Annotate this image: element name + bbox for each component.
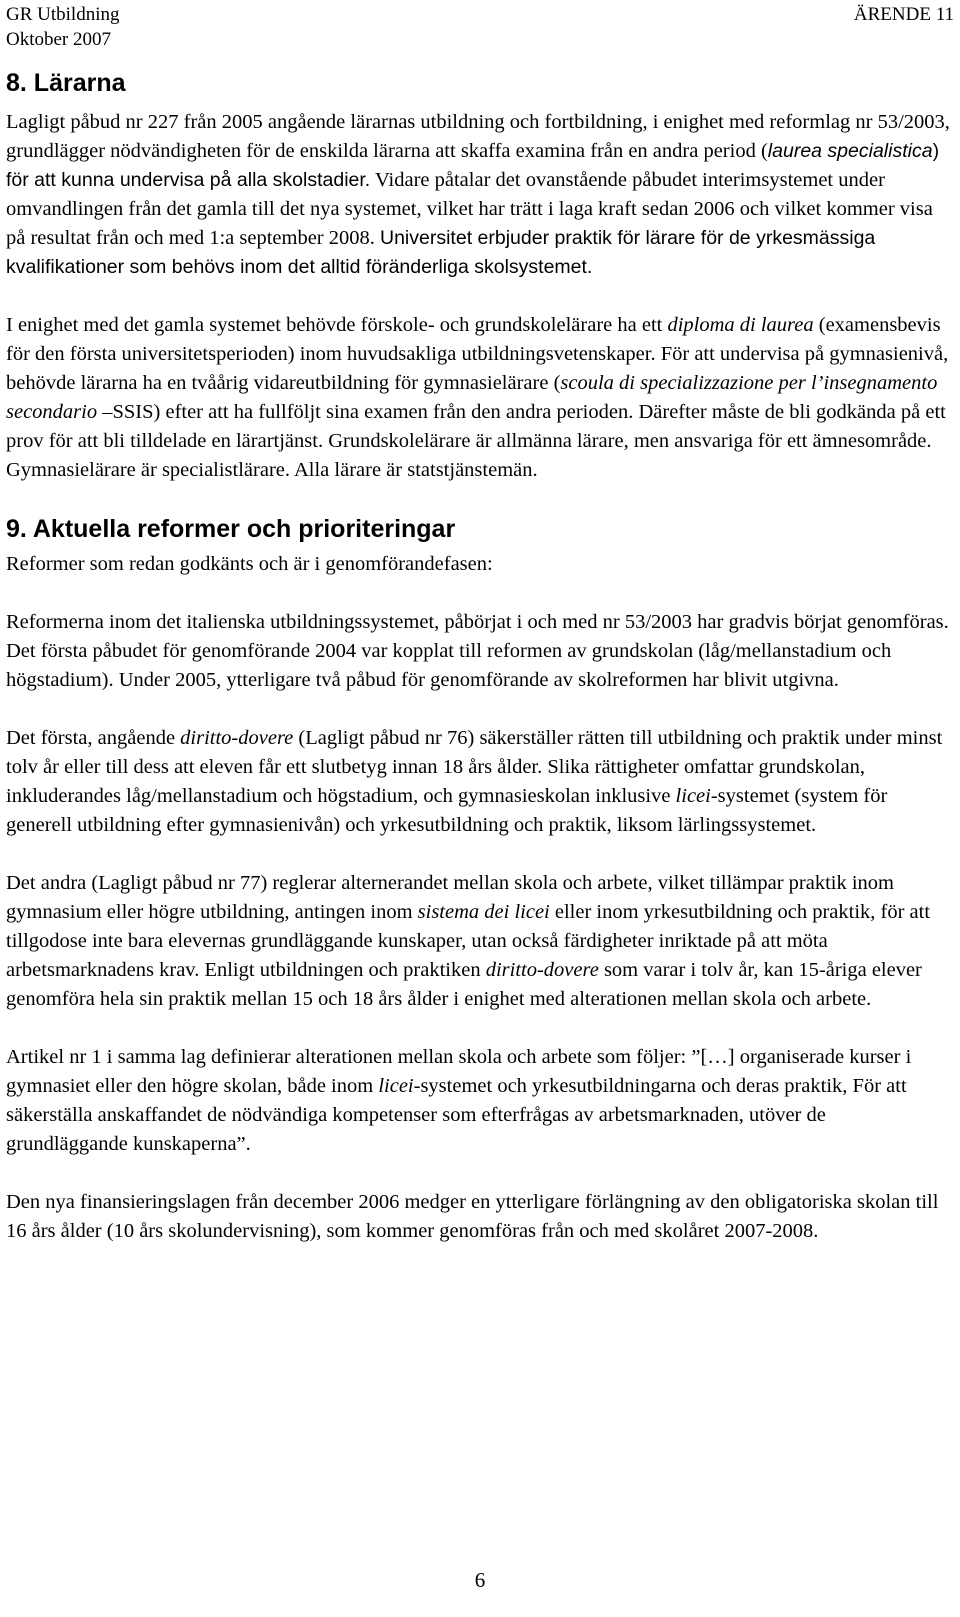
italic-term: scoula di specializzazione per l’insegnamento secondario <box>6 372 938 423</box>
header-item: ÄRENDE 11 <box>853 4 954 25</box>
header-date: Oktober 2007 <box>6 29 112 50</box>
text-run: Universitet erbjuder praktik för lärare för de yrkesmässiga kvalifikationer som behövs inom det alltid föränderliga skolsystemet. <box>6 227 876 278</box>
section-9-paragraph-3 <box>6 869 950 1014</box>
italic-term: laurea specialistica <box>767 140 933 162</box>
text-run: eller inom yrkesutbildning och praktik, för att tillgodose inte bara elevernas grundläggande kunskaper, utan också färdigheter inriktade på att möta arbetsmarknadens krav. Enligt utbildningen och praktiken <box>6 901 931 981</box>
italic-term: diritto-dovere <box>180 727 294 749</box>
text-run: -systemet och yrkesutbildningarna och deras praktik, För att säkerställa anskaffandet de nödvändiga kompetenser som efterfrågas av arbetsmarknaden, utöver de grundläggande kunskaperna”. <box>6 1075 907 1155</box>
text-run: Det andra (Lagligt påbud nr 77) reglerar alternerandet mellan skola och arbete, vilket tillämpar praktik inom gymnasium eller högre utbildning, antingen inom <box>6 872 894 923</box>
section-8-paragraph-2 <box>6 311 950 485</box>
italic-term: licei <box>675 785 711 807</box>
section-9-heading: 9. Aktuella reformer och prioriteringar <box>6 515 456 543</box>
text-run: som varar i tolv år, kan 15-åriga elever genomföra hela sin praktik mellan 15 och 18 års ålder i enighet med alterationen mellan skola och arbete. <box>6 959 922 1010</box>
text-run: Det första, angående <box>6 727 181 749</box>
text-run: Artikel nr 1 i samma lag definierar alterationen mellan skola och arbete som följer: ”[…] organiserade kurser i gymnasiet eller den högre skolan, både inom <box>6 1046 912 1097</box>
header-org: GR Utbildning <box>6 4 120 25</box>
text-run: ) för att kunna undervisa på alla skolstadier. <box>6 140 940 191</box>
text-run: -systemet (system för generell utbildning efter gymnasienivån) och yrkesutbildning och praktik, liksom lärlingssystemet. <box>6 785 888 836</box>
section-9-paragraph-2 <box>6 724 950 840</box>
italic-term: licei <box>378 1075 414 1097</box>
section-8-paragraph-1 <box>6 108 950 282</box>
section-9-paragraph-5: Den nya finansieringslagen från december 2006 medger en ytterligare förlängning av den obligatoriska skolan till 16 års ålder (10 års skolundervisning), som kommer genomföras från och med skolåret 2007-2008. <box>6 1191 939 1242</box>
document-body <box>6 68 950 1275</box>
italic-term: diritto-dovere <box>485 959 599 981</box>
italic-term: diploma di laurea <box>667 314 814 336</box>
italic-term: sistema dei licei <box>417 901 550 923</box>
section-8-heading: 8. Lärarna <box>6 69 126 97</box>
text-run: Lagligt påbud nr 227 från 2005 angående lärarnas utbildning och fortbildning, i enighet med reformlag nr 53/2003, grundlägger nödvändigheten för de enskilda lärarna att skaffa examina från en andra period ( <box>6 111 950 162</box>
text-run: (Lagligt påbud nr 76) säkerställer rätten till utbildning och praktik under minst tolv år eller till dess att eleven får ett slutbetyg innan 18 års ålder. Slika rättigheter omfattar grundskolan, inkluderandes låg/mellanstadium och högstadium, och gymnasieskolan inklusive <box>6 727 943 807</box>
text-run: Vidare påtalar det ovanstående påbudet interimsystemet under omvandlingen från det gamla till det nya systemet, vilket har trätt i laga kraft sedan 2006 och vilket kommer visa på resultat från och med 1:a september 2008. <box>6 169 933 249</box>
section-9-paragraph-1: Reformerna inom det italienska utbildningssystemet, påbörjat i och med nr 53/2003 har gradvis börjat genomföras. Det första påbudet för genomförande 2004 var kopplat till reformen av grundskolan (låg/mellanstadium och högstadium). Under 2005, ytterligare två påbud för genomförande av skolreformen har blivit utgivna. <box>6 611 949 691</box>
text-run: (examensbevis för den första universitetsperioden) inom huvudsakliga utbildningsvetenskaper. För att undervisa på gymnasienivå, behövde lärarna ha en tvåårig vidareutbildning för gymnasielärare ( <box>6 314 949 394</box>
text-run: –SSIS) efter att ha fullföljt sina examen från den andra perioden. Därefter måste de bli godkända på ett prov för att bli tilldelade en lärartjänst. Grundskolelärare är allmänna lärare, men ansvariga för ett ämnesområde. Gymnasielärare är specialistlärare. Alla lärare är statstjänstemän. <box>6 401 946 481</box>
section-9-paragraph-4 <box>6 1043 950 1159</box>
page-number: 6 <box>474 1568 486 1592</box>
text-run: I enighet med det gamla systemet behövde förskole- och grundskolelärare ha ett <box>6 314 668 336</box>
section-9-intro: Reformer som redan godkänts och är i genomförandefasen: <box>6 553 493 575</box>
header-left <box>6 2 119 52</box>
